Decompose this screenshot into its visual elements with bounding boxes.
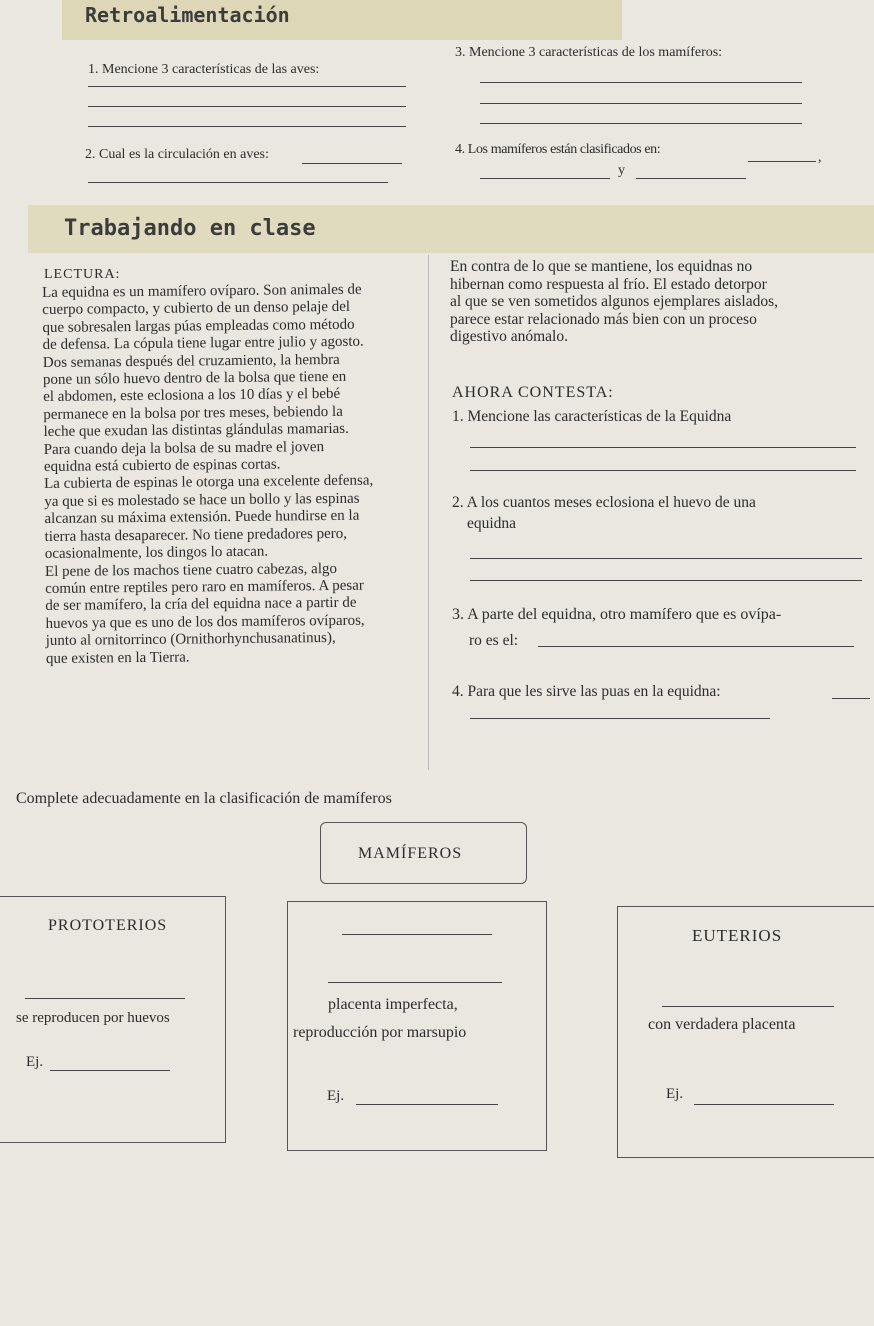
reading-line: En contra de lo que se mantiene, los equidnas no — [450, 258, 753, 275]
reading-line: que existen en la Tierra. — [45, 649, 190, 667]
retro-q3-answer-3[interactable] — [480, 123, 802, 124]
lectura-label: LECTURA: — [44, 267, 121, 282]
reading-line: huevos ya que es uno de los dos mamíferos ovíparos, — [45, 612, 365, 632]
prototerios-ej-answer[interactable] — [50, 1070, 170, 1071]
retro-q1-answer-2[interactable] — [88, 106, 406, 107]
contesta-q3b: ro es el: — [469, 632, 519, 649]
reading-line: ocasionalmente, los dingos lo atacan. — [44, 543, 269, 563]
reading-line: Dos semanas después del cruzamiento, la hembra — [42, 351, 340, 371]
retro-q1-answer-1[interactable] — [88, 86, 406, 87]
reading-line: al que se ven sometidos algunos ejemplares aislados, — [450, 293, 779, 310]
reading-line: junto al ornitorrinco (Ornithorhynchusanatinus), — [45, 630, 336, 650]
reading-line: tierra hasta desaparecer. No tiene predadores pero, — [44, 525, 348, 545]
reading-line: El pene de los machos tiene cuatro cabezas, algo — [44, 560, 338, 580]
contesta-q2-answer-1[interactable] — [470, 558, 862, 559]
reading-line: parece estar relacionado más bien con un proceso — [450, 310, 757, 328]
contesta-title: AHORA CONTESTA: — [452, 384, 614, 401]
metaterios-title-blank[interactable] — [342, 934, 492, 935]
retro-q4: 4. Los mamíferos están clasificados en: — [455, 142, 661, 157]
contesta-q4: 4. Para que les sirve las puas en la equidna: — [452, 683, 721, 700]
contesta-q4-answer-2[interactable] — [470, 718, 770, 719]
retro-title: Retroalimentación — [85, 3, 290, 27]
contesta-q2a: 2. A los cuantos meses eclosiona el huevo de una — [452, 494, 756, 511]
retro-q4-answer-1[interactable] — [748, 161, 816, 162]
prototerios-desc: se reproducen por huevos — [16, 1010, 170, 1026]
euterios-desc: con verdadera placenta — [648, 1016, 796, 1033]
retro-q4-answer-2[interactable] — [480, 178, 610, 179]
reading-line: alcanzan su máxima extensión. Puede hundirse en la — [44, 507, 360, 528]
reading-line: el abdomen, este eclosiona a los 10 días y el bebé — [43, 386, 341, 406]
prototerios-ej: Ej. — [26, 1054, 44, 1070]
contesta-q3a: 3. A parte del equidna, otro mamífero que es ovípa- — [452, 606, 782, 623]
reading-line: cuerpo compacto, y cubierto de un denso pelaje del — [42, 299, 351, 319]
reading-line: equidna está cubierto de espinas cortas. — [43, 456, 281, 476]
metaterios-desc-2: reproducción por marsupio — [293, 1024, 467, 1041]
prototerios-title: PROTOTERIOS — [48, 917, 168, 934]
contesta-q1-answer-2[interactable] — [470, 470, 856, 471]
reading-line: hibernan como respuesta al frío. El estado detorpor — [450, 275, 767, 293]
contesta-q1-answer-1[interactable] — [470, 447, 856, 448]
retro-q3: 3. Mencione 3 características de los mamíferos: — [455, 45, 723, 60]
retro-q2: 2. Cual es la circulación en aves: — [85, 147, 269, 162]
clasif-instruction: Complete adecuadamente en la clasificación de mamíferos — [16, 790, 392, 807]
reading-line: ya que si es molestado se hace un bollo y las espinas — [44, 490, 360, 510]
contesta-q2-answer-2[interactable] — [470, 580, 862, 581]
prototerios-blank[interactable] — [25, 998, 185, 999]
reading-line: de ser mamífero, la cría del equidna nace a partir de — [45, 595, 357, 615]
reading-line: común entre reptiles pero raro en mamíferos. A pesar — [45, 577, 364, 597]
reading-line: permanece en la bolsa por tres meses, bebiendo la — [43, 403, 343, 423]
euterios-ej-answer[interactable] — [694, 1104, 834, 1105]
euterios-blank[interactable] — [662, 1006, 834, 1007]
lectura-right-text — [450, 258, 870, 346]
retro-q1-answer-3[interactable] — [88, 126, 406, 127]
metaterios-desc-1: placenta imperfecta, — [328, 996, 458, 1013]
metaterios-blank[interactable] — [328, 982, 502, 983]
reading-line: leche que exudan las distintas glándulas mamarias. — [43, 421, 349, 441]
euterios-ej: Ej. — [666, 1086, 684, 1102]
reading-line: que sobresalen largas púas empleadas como método — [42, 316, 355, 336]
reading-line: Para cuando deja la bolsa de su madre el joven — [43, 438, 325, 458]
contesta-q4-answer-1[interactable] — [832, 698, 870, 699]
reading-line: La cubierta de espinas le otorga una excelente defensa, — [44, 473, 374, 493]
retro-q2-answer-1[interactable] — [302, 163, 402, 164]
retro-q3-answer-2[interactable] — [480, 103, 802, 104]
metaterios-ej: Ej. — [327, 1088, 345, 1104]
retro-q4-y: y — [618, 163, 625, 178]
retro-q1: 1. Mencione 3 características de las aves: — [88, 62, 320, 77]
clase-title: Trabajando en clase — [64, 216, 316, 241]
contesta-q1: 1. Mencione las características de la Equidna — [452, 408, 732, 425]
retro-q4-answer-3[interactable] — [636, 178, 746, 179]
column-divider — [428, 255, 429, 770]
retro-q3-answer-1[interactable] — [480, 82, 802, 83]
reading-line: digestivo anómalo. — [450, 328, 568, 345]
lectura-text — [42, 281, 436, 668]
contesta-q2b: equidna — [467, 515, 517, 532]
mamiferos-title: MAMÍFEROS — [358, 845, 463, 862]
retro-q2-answer-2[interactable] — [88, 182, 388, 183]
reading-line: de defensa. La cópula tiene lugar entre julio y agosto. — [42, 333, 364, 354]
contesta-q3-answer[interactable] — [538, 646, 854, 647]
euterios-title: EUTERIOS — [692, 926, 783, 945]
retro-q4-comma: , — [818, 150, 822, 165]
metaterios-ej-answer[interactable] — [356, 1104, 498, 1105]
reading-line: La equidna es un mamífero ovíparo. Son animales de — [42, 281, 362, 301]
reading-line: pone un sólo huevo dentro de la bolsa que tiene en — [42, 368, 347, 389]
